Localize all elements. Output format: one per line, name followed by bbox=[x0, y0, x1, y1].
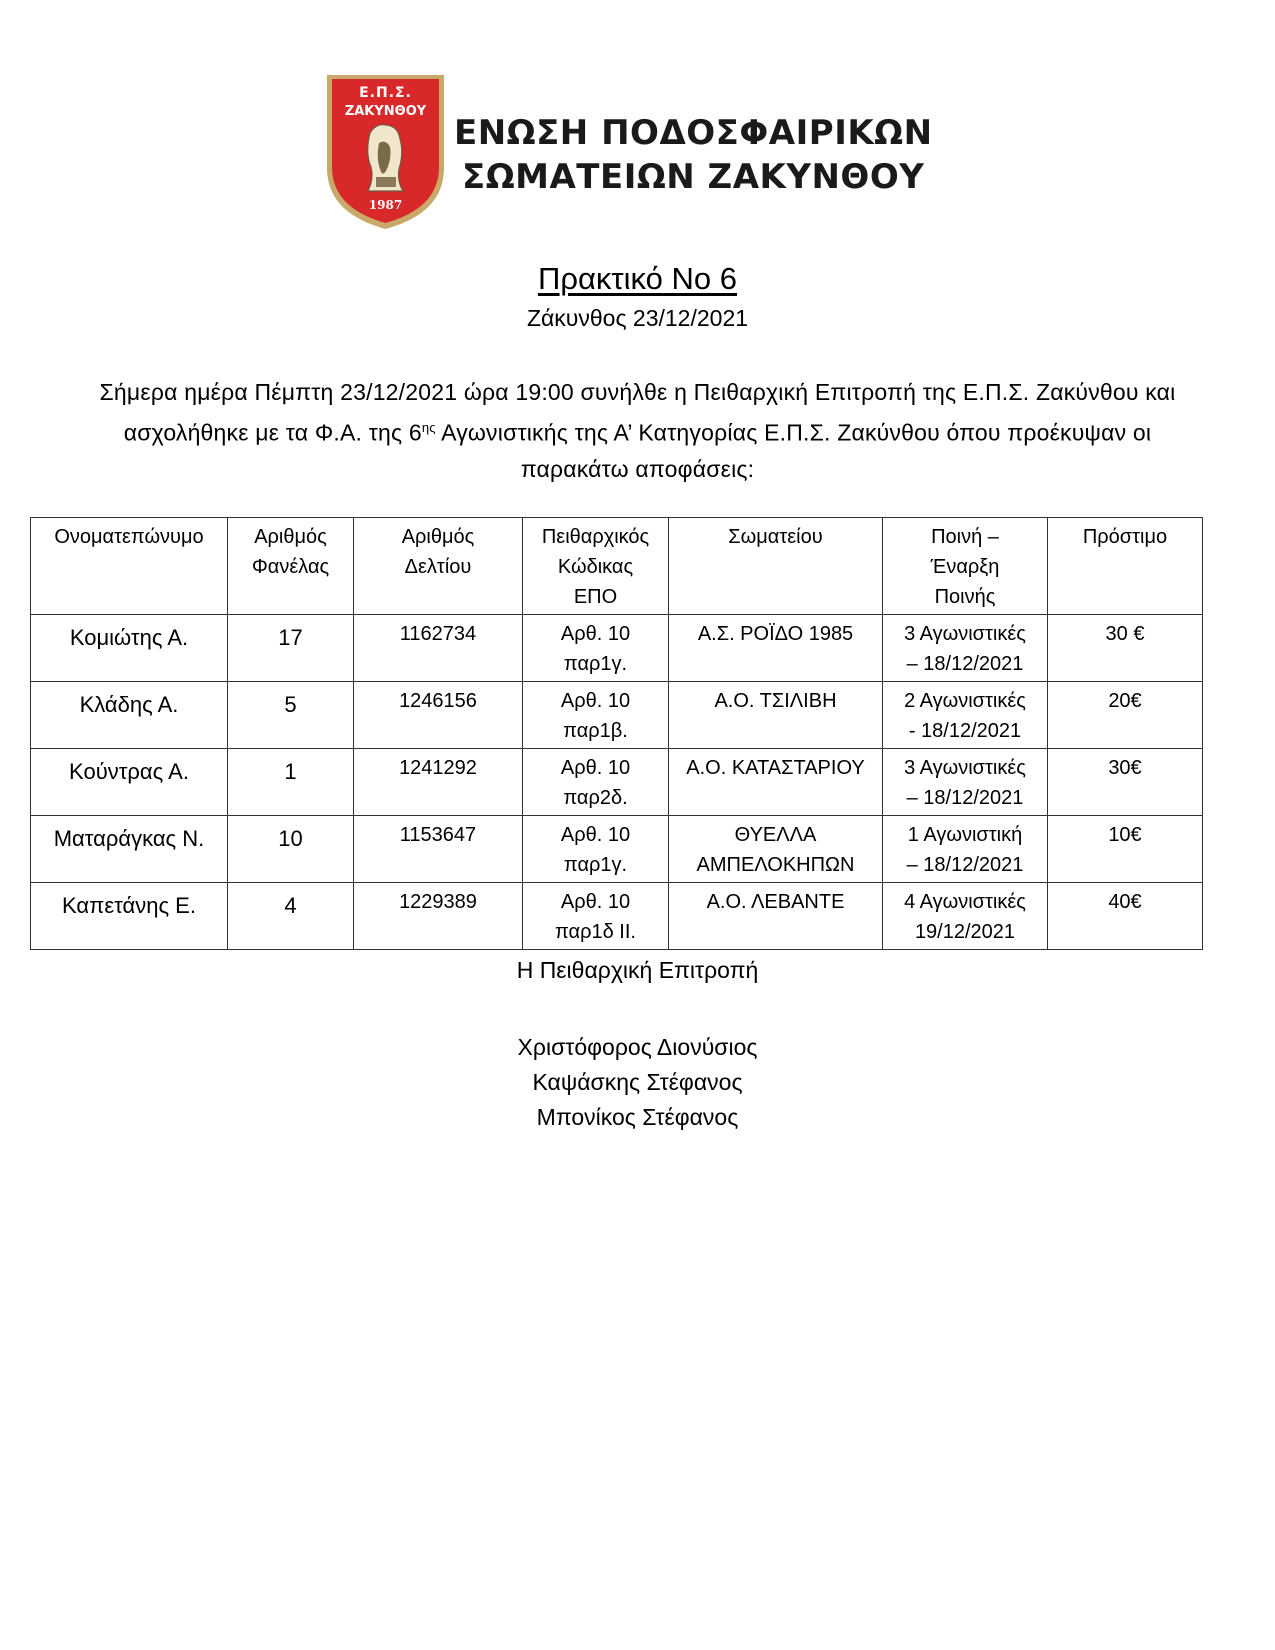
club-cell-line: Α.Ο. ΤΣΙΛΙΒΗ bbox=[714, 690, 837, 712]
organization-name-line-2: ΣΩΜΑΤΕΙΩΝ ΖΑΚΥΝΘΟΥ bbox=[462, 157, 925, 197]
column-header bbox=[354, 518, 523, 615]
disciplinary-code-cell-line: Αρθ. 10 bbox=[560, 623, 631, 645]
column-header-line: Ποινή – bbox=[931, 526, 999, 548]
column-header bbox=[523, 518, 669, 615]
column-header-line: Αριθμός bbox=[254, 526, 327, 548]
fine-cell: 20€ bbox=[1048, 682, 1203, 749]
penalty-cell-line: - 18/12/2021 bbox=[908, 720, 1022, 742]
disciplinary-code-cell-line: Αρθ. 10 bbox=[560, 824, 631, 846]
shirt-number-cell: 4 bbox=[228, 883, 354, 950]
column-header-line: Σωματείου bbox=[728, 526, 823, 548]
penalty-cell-line: 3 Αγωνιστικές bbox=[904, 623, 1026, 645]
penalty-cell bbox=[883, 615, 1048, 682]
column-header-line: Κώδικας bbox=[557, 556, 634, 578]
column-header-line: Δελτίου bbox=[404, 556, 472, 578]
organization-name-line-1: ΕΝΩΣΗ ΠΟΔΟΣΦΑΙΡΙΚΩΝ bbox=[454, 113, 933, 153]
penalty-cell bbox=[883, 682, 1048, 749]
card-number-cell: 1153647 bbox=[354, 816, 523, 883]
column-header bbox=[883, 518, 1048, 615]
table-row bbox=[31, 615, 1203, 682]
committee-title: Η Πειθαρχική Επιτροπή bbox=[516, 957, 759, 983]
disciplinary-code-cell-line: παρ1γ. bbox=[563, 653, 628, 675]
committee-member: Χριστόφορος Διονύσιος bbox=[517, 1034, 758, 1060]
player-name-cell: Κομιώτης Α. bbox=[31, 615, 228, 682]
penalty-cell bbox=[883, 883, 1048, 950]
penalty-cell bbox=[883, 816, 1048, 883]
table-row bbox=[31, 816, 1203, 883]
club-cell-line: Α.Ο. ΚΑΤΑΣΤΑΡΙΟΥ bbox=[686, 757, 865, 779]
letterhead bbox=[324, 73, 944, 233]
place-and-date: Ζάκυνθος 23/12/2021 bbox=[526, 305, 749, 331]
player-name-cell: Κούντρας Α. bbox=[31, 749, 228, 816]
disciplinary-code-cell-line: Αρθ. 10 bbox=[560, 690, 631, 712]
logo-text-mid: ΖΑΚΥΝΘΟΥ bbox=[344, 104, 427, 119]
intro-text-part-2: Αγωνιστικής της Α’ Κατηγορίας Ε.Π.Σ. Ζακύνθου όπου προέκυψαν οι παρακάτω αποφάσεις: bbox=[435, 419, 1152, 482]
column-header bbox=[228, 518, 354, 615]
club-cell bbox=[669, 883, 883, 950]
decisions-table bbox=[30, 517, 1203, 950]
column-header-line: Ονοματεπώνυμο bbox=[54, 526, 204, 548]
table-body bbox=[31, 615, 1203, 950]
logo-text-top: Ε.Π.Σ. bbox=[359, 85, 412, 101]
club-cell-line: Α.Ο. ΛΕΒΑΝΤΕ bbox=[706, 891, 845, 913]
disciplinary-code-cell-line: παρ1β. bbox=[563, 720, 628, 742]
penalty-cell-line: 1 Αγωνιστική bbox=[907, 824, 1023, 846]
card-number-cell: 1229389 bbox=[354, 883, 523, 950]
card-number-cell: 1246156 bbox=[354, 682, 523, 749]
card-number-cell: 1162734 bbox=[354, 615, 523, 682]
committee-member: Μπονίκος Στέφανος bbox=[536, 1104, 739, 1130]
penalty-cell-line: – 18/12/2021 bbox=[906, 787, 1024, 809]
federation-logo bbox=[324, 73, 447, 231]
fine-cell: 30 € bbox=[1048, 615, 1203, 682]
column-header-line: ΕΠΟ bbox=[573, 586, 618, 608]
intro-superscript: ης bbox=[421, 420, 436, 435]
shirt-number-cell: 1 bbox=[228, 749, 354, 816]
shirt-number-cell: 5 bbox=[228, 682, 354, 749]
penalty-cell-line: 19/12/2021 bbox=[914, 921, 1016, 943]
penalty-cell-line: 4 Αγωνιστικές bbox=[904, 891, 1026, 913]
penalty-cell bbox=[883, 749, 1048, 816]
column-header bbox=[1048, 518, 1203, 615]
card-number-cell: 1241292 bbox=[354, 749, 523, 816]
club-cell bbox=[669, 816, 883, 883]
club-cell-line: ΘΥΕΛΛΑ bbox=[734, 824, 817, 846]
intro-paragraph bbox=[70, 374, 1205, 487]
table-header-row bbox=[31, 518, 1203, 615]
disciplinary-code-cell bbox=[523, 816, 669, 883]
club-cell-line: Α.Σ. ΡΟΪΔΟ 1985 bbox=[697, 623, 854, 645]
fine-cell: 40€ bbox=[1048, 883, 1203, 950]
committee-members bbox=[0, 1030, 1275, 1135]
column-header-line: Φανέλας bbox=[251, 556, 330, 578]
penalty-cell-line: – 18/12/2021 bbox=[906, 854, 1024, 876]
table-row bbox=[31, 682, 1203, 749]
decisions-table-wrapper bbox=[30, 517, 1202, 950]
shirt-number-cell: 17 bbox=[228, 615, 354, 682]
table-row bbox=[31, 883, 1203, 950]
player-name-cell: Κλάδης Α. bbox=[31, 682, 228, 749]
column-header-line: Αριθμός bbox=[401, 526, 475, 548]
shirt-number-cell: 10 bbox=[228, 816, 354, 883]
column-header-line: Έναρξη bbox=[930, 556, 1000, 578]
fine-cell: 30€ bbox=[1048, 749, 1203, 816]
disciplinary-code-cell-line: παρ1δ ΙΙ. bbox=[555, 921, 636, 943]
intro-text-part-1: Σήμερα ημέρα Πέμπτη 23/12/2021 ώρα 19:00 συνήλθε η Πειθαρχική Επιτροπή της Ε.Π.Σ. Ζακύνθου και ασχολήθηκε με τα Φ.Α. της 6 bbox=[99, 379, 1176, 446]
club-cell-line: ΑΜΠΕΛΟΚΗΠΩΝ bbox=[696, 854, 855, 876]
penalty-cell-line: – 18/12/2021 bbox=[906, 653, 1024, 675]
committee-member: Καψάσκης Στέφανος bbox=[532, 1069, 743, 1095]
player-name-cell: Ματαράγκας Ν. bbox=[31, 816, 228, 883]
penalty-cell-line: 2 Αγωνιστικές bbox=[904, 690, 1026, 712]
club-cell bbox=[669, 615, 883, 682]
document-title: Πρακτικό Νο 6 bbox=[537, 261, 738, 296]
disciplinary-code-cell bbox=[523, 883, 669, 950]
logo-year: 1987 bbox=[368, 198, 403, 212]
club-cell bbox=[669, 749, 883, 816]
disciplinary-code-cell bbox=[523, 682, 669, 749]
disciplinary-code-cell-line: Αρθ. 10 bbox=[560, 891, 631, 913]
disciplinary-code-cell-line: Αρθ. 10 bbox=[560, 757, 631, 779]
disciplinary-code-cell bbox=[523, 749, 669, 816]
column-header bbox=[669, 518, 883, 615]
fine-cell: 10€ bbox=[1048, 816, 1203, 883]
column-header-line: Πρόστιμο bbox=[1082, 526, 1168, 548]
organization-name bbox=[454, 111, 934, 199]
club-cell bbox=[669, 682, 883, 749]
disciplinary-code-cell bbox=[523, 615, 669, 682]
disciplinary-code-cell-line: παρ2δ. bbox=[563, 787, 628, 809]
penalty-cell-line: 3 Αγωνιστικές bbox=[904, 757, 1026, 779]
disciplinary-code-cell-line: παρ1γ. bbox=[563, 854, 628, 876]
column-header-line: Ποινής bbox=[934, 586, 996, 608]
column-header-line: Πειθαρχικός bbox=[541, 526, 650, 548]
column-header bbox=[31, 518, 228, 615]
player-name-cell: Καπετάνης Ε. bbox=[31, 883, 228, 950]
table-row bbox=[31, 749, 1203, 816]
